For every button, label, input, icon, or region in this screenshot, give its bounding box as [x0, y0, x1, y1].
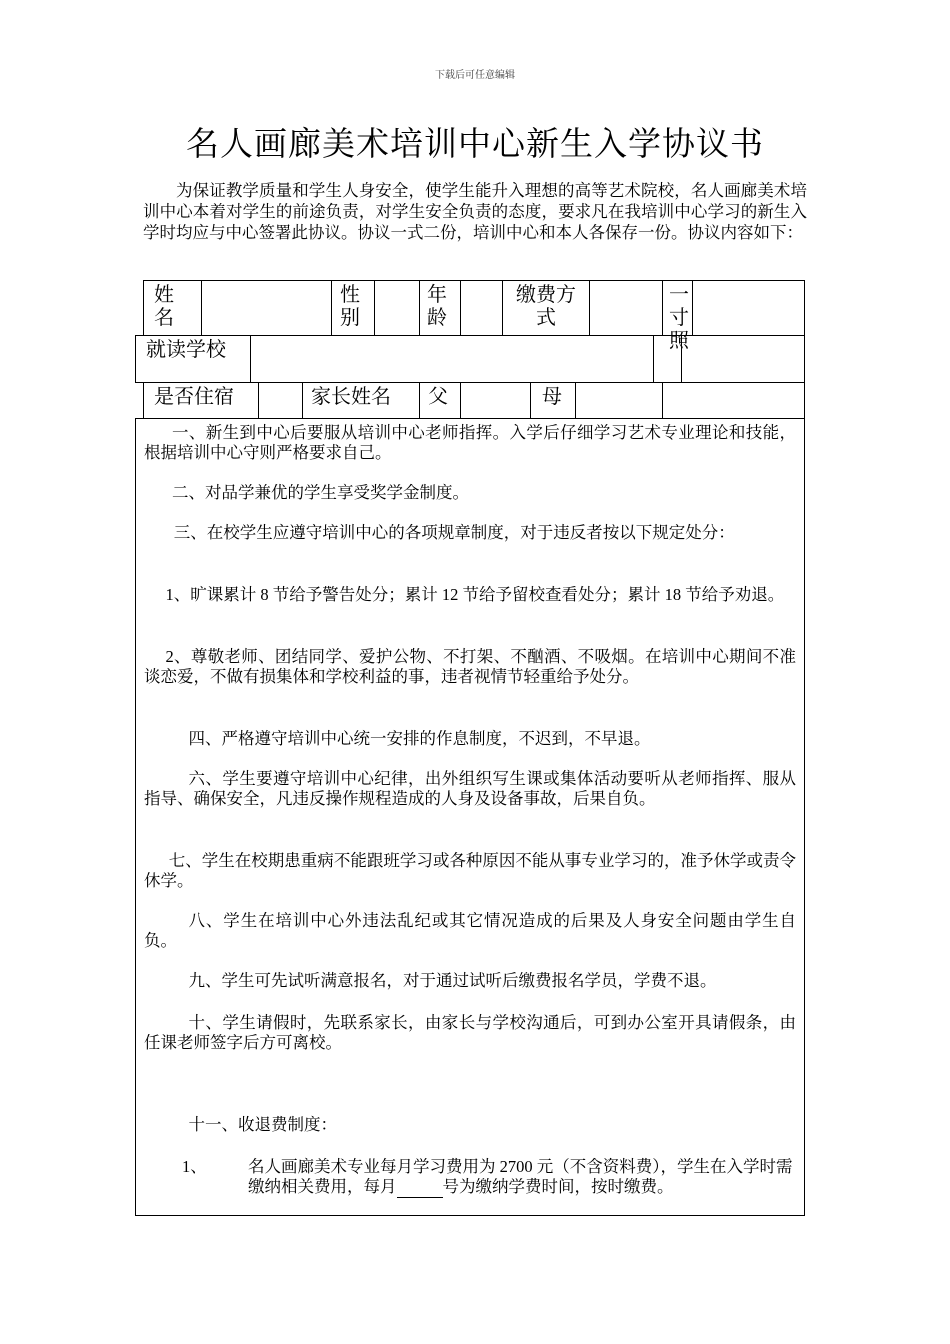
- clause-3-item-2: 2、尊敬老师、团结同学、爱护公物、不打架、不酗酒、不吸烟。在培训中心期间不准谈恋爱，不做有损集体和学校利益的事，违者视情节轻重给予处分。: [144, 647, 796, 686]
- name-label: 姓 名: [154, 282, 174, 329]
- clause-4: 四、严格遵守培训中心统一安排的作息制度，不迟到，不早退。: [188, 729, 651, 748]
- form-row-school: [135, 335, 805, 383]
- intro-paragraph: 为保证教学质量和学生人身安全，使学生能升入理想的高等艺术院校，名人画廊美术培训中心本着对学生的前途负责，对学生安全负责的态度，要求凡在我培训中心学习的新生入学时均应与中心签署此协议。协议一式二份，培训中心和本人各保存一份。协议内容如下：: [143, 181, 807, 242]
- payment-day-blank[interactable]: [397, 1177, 443, 1198]
- clause-9: 九、学生可先试听满意报名，对于通过试听后缴费报名学员，学费不退。: [188, 971, 717, 990]
- clause-3: 三、在校学生应遵守培训中心的各项规章制度，对于违反者按以下规定处分：: [173, 523, 735, 542]
- gender-label: 性 别: [340, 282, 360, 329]
- photo-label: 一 寸 照: [669, 282, 689, 352]
- form-row-boarding-parents: [143, 382, 805, 419]
- clause-3-item-1: 1、旷课累计 8 节给予警告处分；累计 12 节给予留校查看处分；累计 18 节给予劝退。: [165, 585, 785, 604]
- boarding-label: 是否住宿: [154, 384, 234, 408]
- mother-name-field[interactable]: [576, 383, 661, 418]
- clause-1: 一、新生到中心后要服从培训中心老师指挥。入学后仔细学习艺术专业理论和技能，根据培训中心守则严格要求自己。: [144, 423, 796, 462]
- father-label: 父: [428, 384, 448, 408]
- clause-8: 八、学生在培训中心外违法乱纪或其它情况造成的后果及人身安全问题由学生自负。: [144, 911, 796, 950]
- school-label: 就读学校: [146, 337, 226, 361]
- school-field[interactable]: [251, 336, 652, 382]
- father-name-field[interactable]: [461, 383, 529, 418]
- clause-10: 十、学生请假时，先联系家长，由家长与学校沟通后，可到办公室开具请假条，由任课老师签字后方可离校。: [144, 1013, 796, 1052]
- fee-item-number: 1、: [182, 1157, 207, 1176]
- clause-7: 七、学生在校期患重病不能跟班学习或各种原因不能从事专业学习的，准予休学或责令休学。: [144, 851, 796, 890]
- fee-item-text-before: 名人画廊美术专业每月学习费用为 2700 元（不含资料费），学生在入学时需缴纳相关费用，每月: [248, 1157, 793, 1196]
- age-field[interactable]: [461, 281, 501, 335]
- payment-method-label: 缴费方 式: [516, 282, 576, 329]
- clause-6: 六、学生要遵守培训中心纪律，出外组织写生课或集体活动要听从老师指挥、服从指导、确保安全，凡违反操作规程造成的人身及设备事故，后果自负。: [144, 769, 796, 808]
- boarding-field[interactable]: [259, 383, 301, 418]
- agreement-clauses: [135, 418, 805, 1216]
- parent-name-label: 家长姓名: [311, 384, 391, 408]
- mother-label: 母: [542, 384, 562, 408]
- name-field[interactable]: [202, 281, 330, 335]
- gender-field[interactable]: [375, 281, 418, 335]
- fee-item-text: [248, 1157, 796, 1198]
- clause-2: 二、对品学兼优的学生享受奖学金制度。: [172, 483, 470, 502]
- age-label: 年 龄: [427, 282, 447, 329]
- payment-method-field[interactable]: [590, 281, 661, 335]
- fee-item-text-after: 号为缴纳学费时间，按时缴费。: [442, 1177, 674, 1196]
- document-title: 名人画廊美术培训中心新生入学协议书: [186, 124, 764, 163]
- page-header-note: 下载后可任意编辑: [435, 70, 515, 81]
- clause-11: 十一、收退费制度：: [188, 1115, 338, 1134]
